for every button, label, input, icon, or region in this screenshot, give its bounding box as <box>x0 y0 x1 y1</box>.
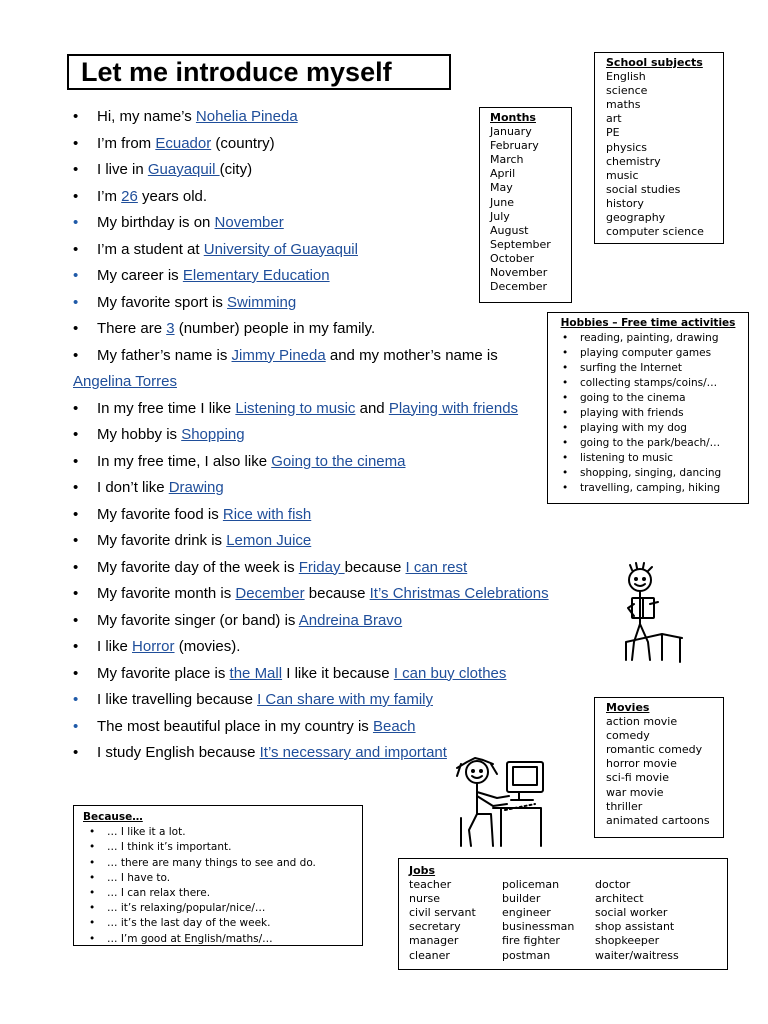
job-item: shopkeeper <box>595 934 660 948</box>
prompt-text: (country) <box>211 134 275 152</box>
bullet-icon: • <box>89 826 96 839</box>
bullet-icon: • <box>89 871 96 884</box>
list-item-text: collecting stamps/coins/… <box>580 377 718 389</box>
prompt-text: and my mother’s name is <box>325 346 498 364</box>
job-item: manager <box>409 934 459 948</box>
bullet-icon: • <box>562 422 569 434</box>
job-item: engineer <box>502 906 551 920</box>
job-item: social worker <box>595 906 668 920</box>
list-item: music <box>606 168 639 182</box>
answer-text: Listening to music <box>235 399 356 417</box>
list-item <box>556 376 748 391</box>
bullet-icon: • <box>73 346 79 364</box>
list-item: romantic comedy <box>606 743 703 757</box>
answer-text: It’s Christmas Celebrations <box>369 585 549 602</box>
prompt-text: I’m from <box>97 134 156 152</box>
list-item <box>556 421 748 436</box>
list-item: thriller <box>606 799 643 813</box>
prompt-text: My favorite food is <box>97 505 223 523</box>
list-item: maths <box>606 98 641 112</box>
list-item-text: … I think it’s important. <box>107 841 232 854</box>
answer-text: 3 <box>166 320 175 337</box>
answer-text: 26 <box>121 187 138 205</box>
answer-text: I can rest <box>405 558 468 576</box>
child-reading-drawing <box>612 562 690 666</box>
prompt-text: In my free time, I also like <box>97 452 272 470</box>
prompt-text: My favorite day of the week is <box>97 558 299 576</box>
answer-text: December <box>235 585 305 602</box>
bullet-icon: • <box>73 320 79 337</box>
list-item: July <box>490 209 510 223</box>
job-item: secretary <box>409 920 461 934</box>
bullet-icon: • <box>89 917 96 930</box>
bullet-icon: • <box>89 887 96 900</box>
bullet-icon: • <box>73 108 79 125</box>
because-title: Because… <box>83 811 143 823</box>
sentence-item <box>73 661 563 688</box>
school-subjects-box <box>594 52 724 244</box>
list-item: action movie <box>606 715 678 729</box>
job-item: postman <box>502 948 551 962</box>
bullet-icon: • <box>562 467 569 479</box>
answer-text: Guayaquil <box>147 161 220 178</box>
jobs-column <box>409 878 502 963</box>
bullet-icon: • <box>73 611 79 629</box>
list-item: English <box>606 70 646 84</box>
prompt-text: years old. <box>137 187 208 205</box>
movies-list <box>606 715 723 828</box>
list-item <box>83 840 362 855</box>
bullet-icon: • <box>562 392 569 404</box>
list-item <box>83 916 362 931</box>
list-item <box>556 346 748 361</box>
list-item: geography <box>606 211 666 225</box>
list-item-text: … I like it a lot. <box>107 826 186 839</box>
list-item-text: … I’m good at English/maths/… <box>107 932 273 945</box>
bullet-icon: • <box>89 932 96 945</box>
prompt-text: (movies). <box>174 638 241 655</box>
job-item: fire fighter <box>502 934 560 948</box>
list-item-text: playing with my dog <box>580 422 687 434</box>
prompt-text: My favorite month is <box>97 585 236 602</box>
sentence-item <box>73 422 563 449</box>
prompt-text: My father’s name is <box>97 346 232 364</box>
movies-title: Movies <box>606 701 650 714</box>
prompt-text: My hobby is <box>97 426 182 443</box>
bullet-icon: • <box>562 362 569 374</box>
sentence-item <box>73 634 563 661</box>
answer-text: Friday <box>298 558 345 576</box>
jobs-columns <box>409 878 727 963</box>
answer-text: Horror <box>132 638 175 655</box>
prompt-text: There are <box>97 320 167 337</box>
job-item: shop assistant <box>595 920 675 934</box>
prompt-text: My favorite singer (or band) is <box>97 611 299 629</box>
list-item: October <box>490 251 535 265</box>
bullet-icon: • <box>73 479 79 496</box>
list-item: science <box>606 84 648 98</box>
prompt-text: My favorite drink is <box>97 532 227 549</box>
list-item: April <box>490 167 516 181</box>
job-item: businessman <box>502 920 575 934</box>
school-subjects-list <box>606 70 723 239</box>
bullet-icon: • <box>73 187 79 205</box>
bullet-icon: • <box>73 717 79 735</box>
months-list <box>490 125 571 294</box>
answer-text: the Mall <box>229 664 283 682</box>
jobs-column <box>502 878 595 963</box>
bullet-icon: • <box>562 377 569 389</box>
answer-text: Elementary Education <box>182 267 330 284</box>
bullet-icon: • <box>562 407 569 419</box>
prompt-text: I’m a student at <box>97 240 204 258</box>
jobs-column <box>595 878 688 963</box>
prompt-text: The most beautiful place in my country is <box>97 717 373 735</box>
because-list <box>83 825 362 947</box>
list-item: February <box>490 139 539 153</box>
prompt-text: I like it because <box>282 664 394 682</box>
list-item-text: playing computer games <box>580 347 712 359</box>
bullet-icon: • <box>73 532 79 549</box>
list-item-text: travelling, camping, hiking <box>580 482 721 494</box>
school-subjects-title: School subjects <box>606 56 703 69</box>
list-item-text: … I can relax there. <box>107 887 211 900</box>
bullet-icon: • <box>73 691 79 708</box>
list-item: horror movie <box>606 757 677 771</box>
list-item <box>556 361 748 376</box>
hobbies-list <box>556 331 748 496</box>
answer-text: November <box>214 214 284 231</box>
list-item <box>556 481 748 496</box>
prompt-text: In my free time I like <box>97 399 236 417</box>
prompt-text: My favorite place is <box>97 664 230 682</box>
job-item: architect <box>595 892 644 906</box>
sentence-item <box>73 608 563 635</box>
answer-text: Angelina Torres <box>73 373 177 390</box>
list-item: September <box>490 237 551 251</box>
list-item <box>556 436 748 451</box>
sentence-item <box>73 528 563 555</box>
prompt-text: because <box>344 558 406 576</box>
list-item: history <box>606 196 644 210</box>
bullet-icon: • <box>73 664 79 682</box>
list-item: January <box>490 125 532 139</box>
sentence-item <box>73 343 563 370</box>
prompt-text: I like travelling because <box>97 691 258 708</box>
list-item-text: playing with friends <box>580 407 684 419</box>
prompt-text: I don’t like <box>97 479 169 496</box>
answer-text: Going to the cinema <box>271 452 406 470</box>
job-item: cleaner <box>409 948 450 962</box>
answer-text: Swimming <box>227 293 297 311</box>
list-item-text: going to the park/beach/… <box>580 437 721 449</box>
answer-text: Andreina Bravo <box>298 611 403 629</box>
list-item-text: … it’s relaxing/popular/nice/… <box>107 902 266 915</box>
prompt-text: I’m <box>97 187 122 205</box>
prompt-text: because <box>304 585 370 602</box>
answer-text: Drawing <box>168 479 224 496</box>
list-item-text: … I have to. <box>107 871 171 884</box>
list-item: animated cartoons <box>606 813 710 827</box>
sentence-item <box>73 475 563 502</box>
bullet-icon: • <box>73 744 79 761</box>
answer-text: Lemon Juice <box>226 532 312 549</box>
list-item: computer science <box>606 225 704 239</box>
list-item <box>83 886 362 901</box>
answer-text: I can buy clothes <box>393 664 507 682</box>
bullet-icon: • <box>562 332 569 344</box>
answer-text: Jimmy Pineda <box>231 346 326 364</box>
list-item-text: surfing the Internet <box>580 362 682 374</box>
bullet-icon: • <box>89 841 96 854</box>
bullet-icon: • <box>89 902 96 915</box>
answer-text: Nohelia Pineda <box>195 108 298 125</box>
prompt-text: (number) people in my family. <box>174 320 376 337</box>
job-item: policeman <box>502 878 560 892</box>
bullet-icon: • <box>73 505 79 523</box>
list-item: sci-fi movie <box>606 771 670 785</box>
answer-text: I Can share with my family <box>257 691 433 708</box>
months-box <box>479 107 572 303</box>
sentence-item <box>73 396 563 423</box>
prompt-text: My favorite sport is <box>97 293 228 311</box>
list-item-text: … there are many things to see and do. <box>107 856 316 869</box>
bullet-icon: • <box>73 214 79 231</box>
list-item: December <box>490 280 548 294</box>
jobs-box <box>398 858 728 970</box>
list-item <box>556 466 748 481</box>
because-box <box>73 805 363 946</box>
list-item: May <box>490 181 513 195</box>
jobs-title: Jobs <box>409 864 436 877</box>
list-item-text: going to the cinema <box>580 392 686 404</box>
list-item-text: reading, painting, drawing <box>580 332 719 344</box>
list-item: June <box>490 195 514 209</box>
list-item: November <box>490 266 548 280</box>
prompt-text: I live in <box>97 161 148 178</box>
answer-text: Beach <box>372 717 416 735</box>
job-item: teacher <box>409 878 452 892</box>
list-item: PE <box>606 126 620 140</box>
sentence-item <box>73 714 563 741</box>
prompt-text: My career is <box>97 267 183 284</box>
prompt-text: I like <box>97 638 133 655</box>
list-item <box>83 871 362 886</box>
list-item: war movie <box>606 785 664 799</box>
list-item <box>556 391 748 406</box>
bullet-icon: • <box>562 347 569 359</box>
child-at-computer-drawing <box>453 752 549 850</box>
sentence-item <box>73 316 563 343</box>
list-item <box>83 901 362 916</box>
page-title: Let me introduce myself <box>67 54 451 90</box>
answer-text: Playing with friends <box>388 399 519 417</box>
job-item: nurse <box>409 892 440 906</box>
list-item: August <box>490 223 529 237</box>
sentence-item <box>73 581 563 608</box>
list-item <box>556 406 748 421</box>
list-item: March <box>490 153 524 167</box>
bullet-icon: • <box>73 585 79 602</box>
bullet-icon: • <box>73 161 79 178</box>
bullet-icon: • <box>73 638 79 655</box>
prompt-text: (city) <box>219 161 253 178</box>
prompt-text: My birthday is on <box>97 214 215 231</box>
bullet-icon: • <box>73 399 79 417</box>
sentence-item <box>73 502 563 529</box>
list-item-text: listening to music <box>580 452 674 464</box>
job-item: waiter/waitress <box>595 948 679 962</box>
list-item: social studies <box>606 182 681 196</box>
prompt-text: and <box>355 399 389 417</box>
list-item: chemistry <box>606 154 661 168</box>
job-item: civil servant <box>409 906 476 920</box>
list-item <box>83 825 362 840</box>
prompt-text: Hi, my name’s <box>97 108 196 125</box>
list-item <box>83 932 362 947</box>
list-item <box>556 331 748 346</box>
sentence-item <box>73 555 563 582</box>
list-item-text: … it’s the last day of the week. <box>107 917 271 930</box>
answer-text: Shopping <box>181 426 245 443</box>
bullet-icon: • <box>73 426 79 443</box>
bullet-icon: • <box>73 267 79 284</box>
list-item <box>556 451 748 466</box>
answer-text: Rice with fish <box>222 505 312 523</box>
bullet-icon: • <box>73 293 79 311</box>
bullet-icon: • <box>562 452 569 464</box>
answer-text: University of Guayaquil <box>203 240 358 258</box>
list-item: art <box>606 112 622 126</box>
bullet-icon: • <box>73 452 79 470</box>
bullet-icon: • <box>73 240 79 258</box>
bullet-icon: • <box>562 482 569 494</box>
answer-text: Ecuador <box>155 134 212 152</box>
bullet-icon: • <box>89 856 96 869</box>
answer-text: It’s necessary and important <box>259 744 447 761</box>
list-item: comedy <box>606 729 650 743</box>
job-item: doctor <box>595 878 631 892</box>
sentence-item <box>73 687 563 714</box>
job-item: builder <box>502 892 541 906</box>
bullet-icon: • <box>73 558 79 576</box>
list-item <box>83 856 362 871</box>
list-item-text: shopping, singing, dancing <box>580 467 722 479</box>
sentence-item <box>73 369 563 396</box>
prompt-text: I study English because <box>97 744 260 761</box>
list-item: physics <box>606 140 648 154</box>
movies-box <box>594 697 724 838</box>
sentence-item <box>73 449 563 476</box>
hobbies-title: Hobbies – Free time activities <box>560 317 736 329</box>
bullet-icon: • <box>562 437 569 449</box>
hobbies-box <box>547 312 749 504</box>
months-title: Months <box>490 111 536 124</box>
bullet-icon: • <box>73 134 79 152</box>
